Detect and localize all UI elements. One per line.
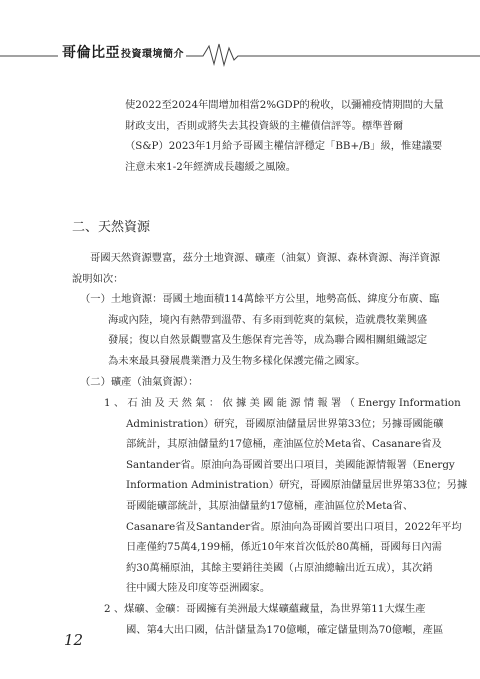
item-mineral-heading-text: （二）礦產（油氣資源）： [80,376,199,388]
sub-oil-line: Santander省。原油向為哥國首要出口項目，美國能源情報署（Energy [126,458,455,471]
section-intro-line: 說明如次： [72,272,124,285]
intro-line: 使2022至2024年間增加相當2%GDP的稅收，以彌補疫情期間的大量 [125,99,444,111]
item-mineral-heading [80,372,420,393]
item-land-line: 海或內陸，境內有熱帶到溫帶、有多雨到乾爽的氣候，造就農牧業興盛 [108,313,428,326]
page-number: 12 [64,631,84,649]
sub-oil-line: 1 、 石 油 及 天 然 氣 ： 依 據 美 國 能 源 情 報 署 （ Energy Information [104,397,461,409]
header-title [62,42,184,62]
item-land-line: （一）土地資源：哥國土地面積114萬餘平方公里，地勢高低、緯度分布廣、臨 [80,293,440,305]
intro-line: 注意未來1-2年經濟成長趨緩之風險。 [125,160,297,173]
sub-oil-line: Information Administration）研究，哥國原油儲量居世界第33位；另據 [126,479,468,492]
sub-oil-line: 約30萬桶原油，其餘主要銷往美國（占原油總輸出近五成），其次銷 [126,561,433,574]
sub-oil-line: 哥國能礦部統計，其原油儲量約17億桶，產油區位於Meta省、 [126,499,414,512]
intro-line: 財政支出，否則或將失去其投資級的主權債信評等。標準普爾 [125,119,404,132]
sub-oil-line: Administration）研究，哥國原油儲量居世界第33位；另據哥國能礦 [126,417,444,430]
sub-oil-line: 日產僅約75萬4,199桶，係近10年來首次低於80萬桶，哥國每日內需 [126,541,442,554]
item-land-line: 發展；復以自然景觀豐富及生態保育完善等，成為聯合國相關組織認定 [108,334,428,347]
item-land-line: 為未來最具發展農業潛力及生物多樣化保護完備之國家。 [108,354,366,367]
intro-line: （S&P）2023年1月給予哥國主權信評穩定「BB+/B」級，惟建議要 [125,140,443,153]
sub-coal-line: 2 、煤礦、金礦：哥國擁有美洲最大煤礦蘊藏量，為世界第11大煤生產 [104,603,426,615]
intro-paragraph [125,95,444,177]
page-header [0,38,480,68]
section-intro-line: 哥國天然資源豐富，茲分土地資源、礦產（油氣）資源、森林資源、海洋資源 [90,252,441,264]
header-title-sub: 投資環境簡介 [121,49,184,60]
section-title: 二、天然資源 [72,220,151,235]
section-intro [72,248,441,289]
sub-item-coal-gold [100,599,444,640]
sub-coal-line: 國、第4大出口國，估計儲量為170億噸，確定儲量則為70億噸，產區 [126,623,444,636]
item-land-resources [72,289,440,371]
sub-oil-line: 部統計，其原油儲量約17億桶，產油區位於Meta省、Casanare省及 [126,438,442,451]
sub-item-oil-gas [100,393,468,599]
sub-oil-line: Casanare省及Santander省。原油向為哥國首要出口項目，2022年平均 [126,520,462,533]
header-title-main: 哥倫比亞 [62,45,120,61]
sub-oil-line: 往中國大陸及印度等亞洲國家。 [126,582,271,595]
